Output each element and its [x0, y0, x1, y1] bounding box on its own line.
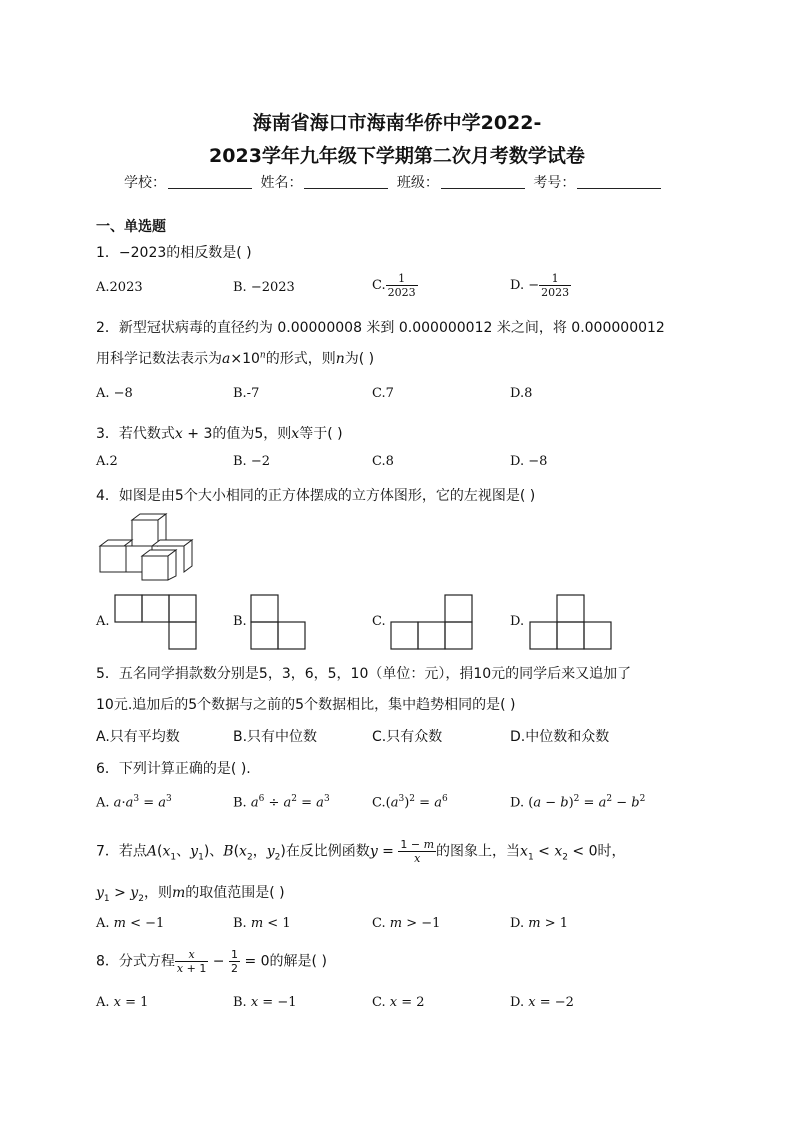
q8-option-a[interactable]: A. x = 1 [96, 995, 149, 1010]
q5-option-a[interactable]: A.只有平均数 [96, 729, 180, 745]
q2-option-a[interactable]: A. −8 [96, 386, 133, 401]
name-blank[interactable] [304, 174, 388, 189]
q4-option-c-figure [390, 594, 474, 652]
q7-function-fraction: $\frac{1 - m}{x}$ [400, 838, 435, 865]
school-blank[interactable] [168, 174, 252, 189]
q2-formula: a [222, 351, 231, 367]
q1-stem: 1．−2023的相反数是( ) [96, 245, 252, 261]
q8-option-b[interactable]: B. x = −1 [233, 995, 297, 1010]
q1-d-num: 1 [539, 272, 571, 286]
q7-line2-c: 的取值范围是( ) [185, 885, 285, 901]
q7-stem-b: 在反比例函数 [285, 843, 370, 860]
q2-line2-c: 为( ) [344, 351, 375, 367]
q8-option-c[interactable]: C. x = 2 [372, 995, 425, 1010]
q8-option-d[interactable]: D. x = −2 [510, 995, 574, 1010]
q8-stem: 8．分式方程 $\frac{x}{x + 1}$ − $\frac{1}{2}$ = 0的解是( ) [96, 948, 327, 975]
q3-stem-c: 等于( ) [299, 426, 343, 442]
q7-option-a[interactable]: A. m < −1 [96, 916, 165, 931]
number-blank[interactable] [577, 174, 661, 189]
q4-option-a-figure [114, 594, 198, 652]
q4-option-b-figure [250, 594, 308, 652]
q8-b-label: B. [233, 995, 247, 1010]
school-label: 学校： [124, 175, 166, 191]
q7-option-b[interactable]: B. m < 1 [233, 916, 291, 931]
q2-line1: 2．新型冠状病毒的直径约为 0.00000008 米到 0.000000012 米之间，将 0.000000012 [96, 320, 665, 336]
q7-stem-c: 的图象上，当 [436, 843, 521, 860]
q7-d-label: D. [510, 916, 525, 931]
exam-title-line1: 海南省海口市海南华侨中学2022- [252, 112, 542, 134]
q4-option-d-figure [529, 594, 613, 652]
q7-b-label: B. [233, 916, 247, 931]
q2-option-d[interactable]: D.8 [510, 386, 533, 401]
q1-option-a[interactable]: A.2023 [96, 280, 143, 295]
q3-option-b[interactable]: B. −2 [233, 454, 270, 469]
q1-option-c[interactable] [372, 272, 418, 299]
q3-option-a[interactable]: A.2 [96, 454, 118, 469]
q4-option-d[interactable]: D. [510, 614, 525, 629]
name-label: 姓名： [260, 175, 303, 191]
q1-c-den: 2023 [387, 286, 416, 299]
q2-line2: 用科学记数法表示为$a\times 10^n$的形式，则n为( ) [96, 350, 375, 367]
q6-d-label: D. [510, 795, 525, 811]
q7-c-label: C. [372, 916, 386, 931]
q3-option-c[interactable]: C.8 [372, 454, 394, 469]
q3-option-d[interactable]: D. −8 [510, 454, 548, 469]
q2-line2-b: 的形式，则 [265, 351, 336, 367]
q1-d-den: 2023 [541, 286, 570, 299]
q2-option-c[interactable]: C.7 [372, 386, 394, 401]
number-label: 考号： [533, 175, 576, 191]
q7-option-d[interactable]: D. m > 1 [510, 916, 568, 931]
q1-c-fraction [386, 272, 418, 299]
q8-stem-a: 8．分式方程 [96, 953, 175, 970]
q5-option-c[interactable]: C.只有众数 [372, 729, 443, 745]
q6-option-b[interactable]: B. $a^6 \div a^2 = a^3$ [233, 794, 330, 811]
q6-a-label: A. [96, 795, 110, 811]
q5-line1: 5．五名同学捐款数分别是5，3，6，5，10（单位：元），捐10元的同学后来又追加了 [96, 666, 632, 682]
class-blank[interactable] [441, 174, 525, 189]
cube-figure [96, 512, 196, 582]
q6-option-a[interactable]: A. $a\cdot a^3 = a^3$ [96, 794, 172, 811]
q4-option-a[interactable]: A. [96, 614, 110, 629]
q4-option-c[interactable]: C. [372, 614, 386, 629]
student-info [124, 172, 665, 192]
q6-stem: 6．下列计算正确的是( ). [96, 761, 251, 777]
q6-c-label: C. [372, 795, 386, 811]
q8-d-label: D. [510, 995, 525, 1010]
q8-c-label: C. [372, 995, 386, 1010]
q5-line2: 10元.追加后的5个数据与之前的5个数据相比，集中趋势相同的是( ) [96, 697, 516, 713]
exam-title-line2: 2023学年九年级下学期第二次月考数学试卷 [209, 145, 585, 167]
q5-option-b[interactable]: B.只有中位数 [233, 729, 318, 745]
q1-option-b[interactable]: B. −2023 [233, 280, 295, 295]
q7-line2-b: ，则 [143, 885, 172, 901]
q1-d-prefix: D. − [510, 278, 540, 293]
q3-stem-b: 的值为5，则 [212, 426, 292, 442]
q3-stem: 3．若代数式x + 3的值为5，则x等于( ) [96, 426, 343, 442]
q7-a-label: A. [96, 916, 110, 931]
q6-option-c[interactable]: $C.(a^3)^2 = a^6$ [372, 794, 448, 811]
q1-c-prefix: C. [372, 278, 386, 293]
q6-option-d[interactable]: D. $(a - b)^2 = a^2 - b^2$ [510, 794, 646, 811]
q4-stem: 4．如图是由5个大小相同的正方体摆成的立方体图形，它的左视图是( ) [96, 488, 536, 504]
q8-fraction-2: $\frac{1}{2}$ [231, 948, 238, 975]
q6-b-label: B. [233, 795, 247, 811]
q3-stem-a: 3．若代数式 [96, 426, 175, 442]
q1-d-fraction [539, 272, 571, 299]
q8-a-label: A. [96, 995, 110, 1010]
q7-line2: $y_1 > y_2$，则m的取值范围是( ) [96, 885, 285, 904]
q8-fraction-1: $\frac{x}{x + 1}$ [176, 948, 207, 975]
q2-line2-a: 用科学记数法表示为 [96, 351, 222, 367]
q7-line1: 7．若点$A(x_1$、$y_1$)、$B(x_2$，$y_2$)在反比例函数y = $\frac{1 - m}{x}$ 的图象上，当$x_1 < x_2 < 0$时， [96, 838, 626, 865]
q1-option-d[interactable] [510, 272, 571, 299]
section-heading: 一、单选题 [96, 219, 166, 235]
q7-stem-a: 7．若点 [96, 843, 147, 860]
class-label: 班级： [396, 175, 439, 191]
q7-option-c[interactable]: C. m > −1 [372, 916, 441, 931]
q1-c-num: 1 [386, 272, 418, 286]
q7-stem-d: 时， [597, 843, 626, 860]
q5-option-d[interactable]: D.中位数和众数 [510, 729, 610, 745]
q4-option-b[interactable]: B. [233, 614, 247, 629]
q2-option-b[interactable]: B.-7 [233, 386, 260, 401]
q8-stem-b: 的解是( ) [269, 953, 327, 970]
